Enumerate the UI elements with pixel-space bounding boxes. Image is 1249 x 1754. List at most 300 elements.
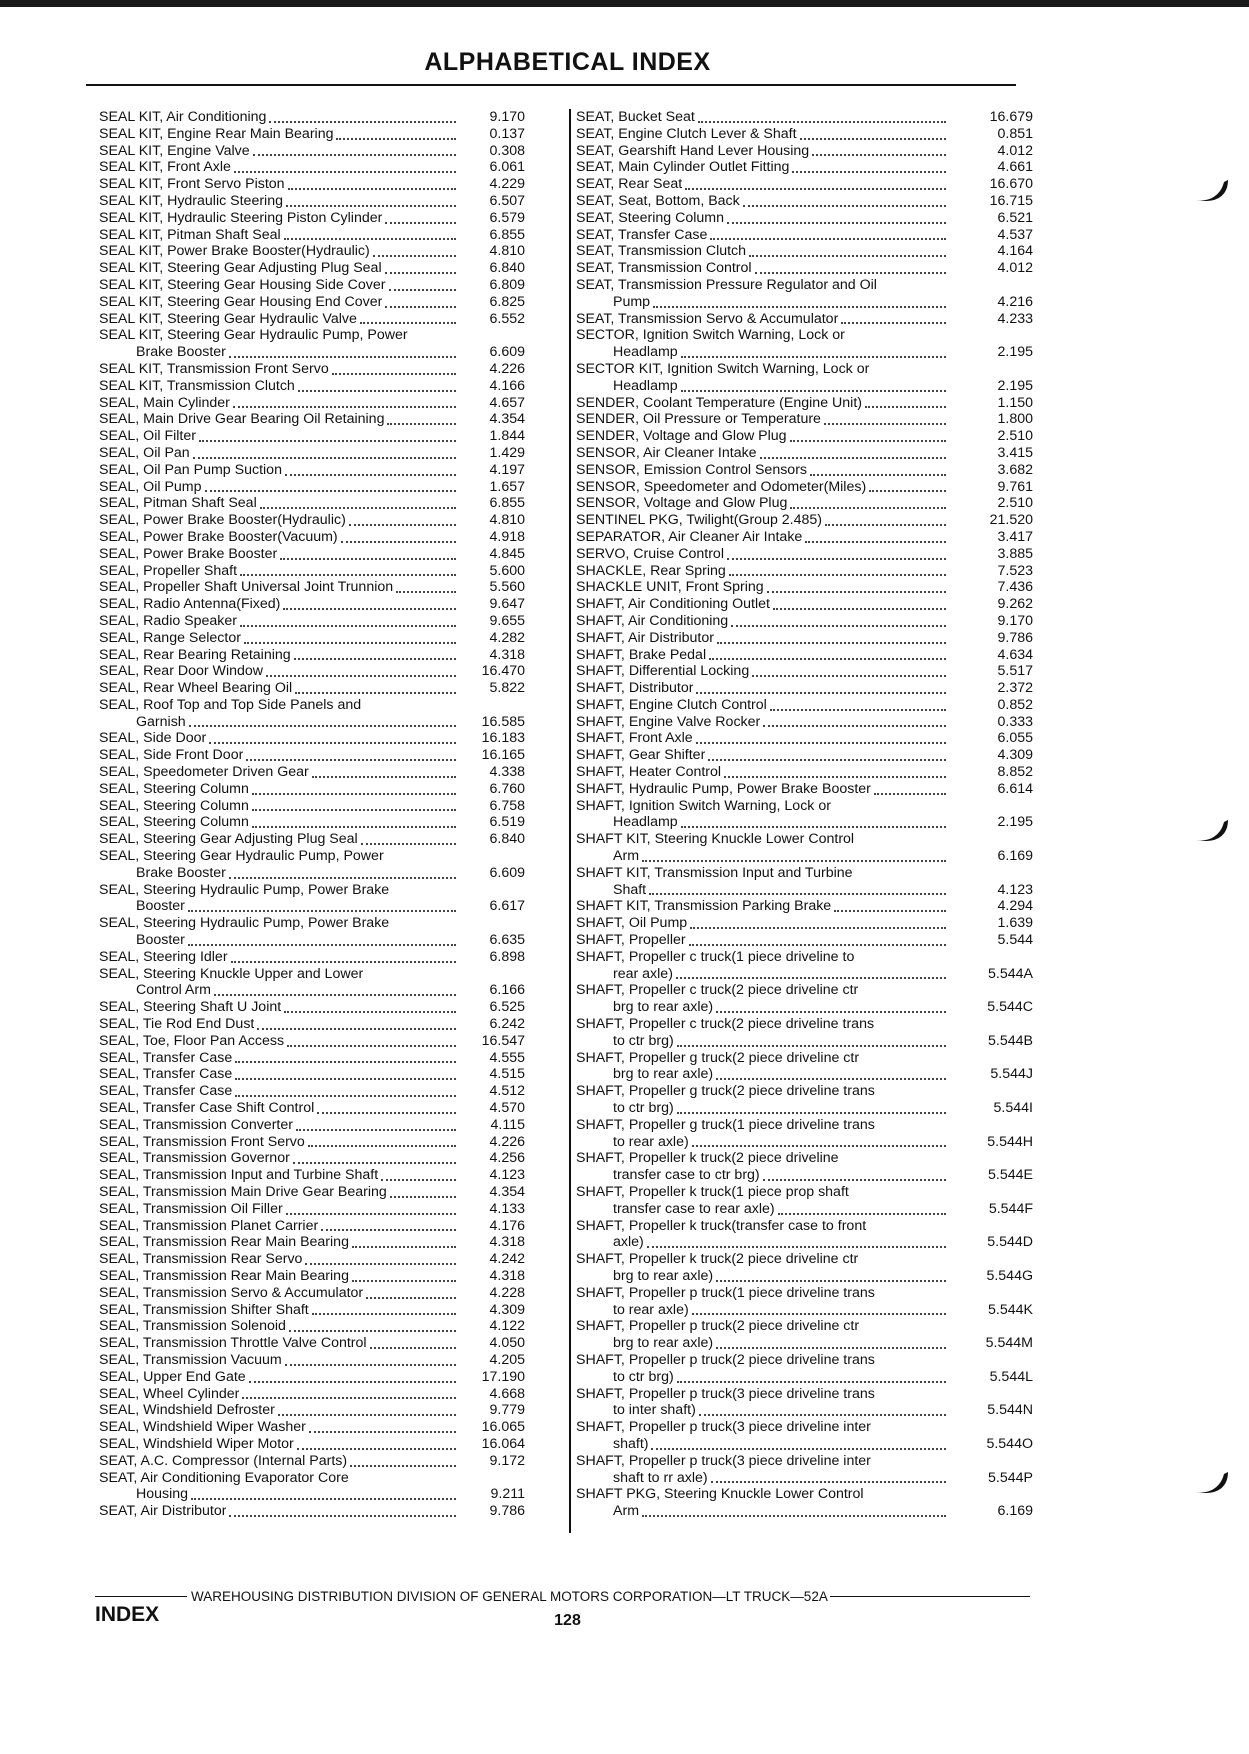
entry-group-number: 4.661 [997, 159, 1033, 176]
index-entry [576, 227, 1033, 244]
entry-label-continuation: brg to rear axle) [613, 1335, 714, 1352]
entry-group-number: 4.242 [489, 1251, 525, 1268]
entry-line [99, 579, 525, 596]
entry-line [99, 1268, 525, 1285]
index-entry [99, 1436, 525, 1453]
entry-line [99, 512, 525, 529]
entry-label: SEAT, Transmission Servo & Accumulator [576, 310, 839, 327]
entry-label: SEAL, Steering Gear Adjusting Plug Seal [99, 831, 358, 848]
entry-label-continuation: to ctr brg) [613, 1368, 674, 1385]
entry-line [576, 1033, 1033, 1050]
dot-leader [727, 558, 946, 560]
entry-line [576, 1369, 1033, 1386]
entry-label: SEAL, Speedometer Driven Gear [99, 764, 309, 781]
index-entry [576, 1486, 1033, 1520]
entry-line [576, 395, 1033, 412]
index-entry [576, 260, 1033, 277]
entry-label: SEAL KIT, Steering Gear Hydraulic Pump, Power [99, 327, 408, 344]
entry-label: SHAFT, Propeller c truck(2 piece driveline trans [576, 1016, 875, 1033]
binder-hole-mark [1192, 1470, 1232, 1498]
entry-label: SHAFT, Propeller c truck(1 piece driveline to [576, 948, 855, 965]
entry-group-number: 2.195 [997, 344, 1033, 361]
entry-label: SEAL, Power Brake Booster(Vacuum) [99, 528, 338, 545]
entry-group-number: 7.436 [997, 579, 1033, 596]
dot-leader [285, 1364, 456, 1366]
dot-leader [246, 759, 456, 761]
index-entry [576, 1453, 1033, 1487]
dot-leader [387, 423, 456, 425]
entry-line [99, 1134, 525, 1151]
entry-label: SEAT, Seat, Bottom, Back [576, 192, 740, 209]
entry-label: SEAL, Transmission Governor [99, 1150, 290, 1167]
dot-leader [235, 1095, 456, 1097]
entry-label: SEAL KIT, Pitman Shaft Seal [99, 226, 281, 243]
entry-label-continuation: Booster [136, 932, 185, 949]
entry-group-number: 4.176 [489, 1217, 525, 1234]
entry-group-number: 4.918 [489, 528, 525, 545]
entry-group-number: 6.507 [489, 192, 525, 209]
entry-label: SHAFT, Propeller [576, 932, 686, 949]
entry-line [99, 1486, 525, 1503]
entry-group-number: 5.544 [997, 932, 1033, 949]
title-rule [86, 84, 1016, 86]
entry-label: SHAFT, Propeller k truck(transfer case to front [576, 1217, 867, 1234]
dot-leader [677, 1112, 946, 1114]
entry-line [99, 294, 525, 311]
entry-label: SEAL, Range Selector [99, 629, 241, 646]
entry-line [99, 1503, 525, 1520]
entry-label: SEAL, Oil Pump [99, 478, 202, 495]
entry-label: SEAL, Transmission Converter [99, 1116, 293, 1133]
entry-group-number: 4.282 [489, 629, 525, 646]
index-entry [99, 143, 525, 160]
dot-leader [805, 541, 946, 543]
index-entry [576, 663, 1033, 680]
entry-line [99, 982, 525, 999]
dot-leader [800, 138, 946, 140]
dot-leader [285, 474, 456, 476]
entry-group-number: 4.133 [489, 1200, 525, 1217]
index-entry [99, 529, 525, 546]
entry-label: SEAL KIT, Steering Gear Hydraulic Valve [99, 310, 357, 327]
entry-label: SEAL, Oil Filter [99, 428, 196, 445]
section-label: INDEX [95, 1603, 160, 1626]
dot-leader [260, 507, 456, 509]
entry-line [576, 479, 1033, 496]
entry-label: SEAL, Radio Antenna(Fixed) [99, 596, 281, 613]
dot-leader [716, 1280, 946, 1282]
index-entry [576, 159, 1033, 176]
entry-label-continuation: to ctr brg) [613, 1032, 674, 1049]
entry-line [99, 680, 525, 697]
dot-leader [287, 1045, 456, 1047]
index-entry [99, 1218, 525, 1235]
dot-leader [370, 1347, 456, 1349]
entry-label-continuation: to rear axle) [613, 1301, 689, 1318]
dot-leader [727, 222, 946, 224]
entry-label: SHAFT, Propeller g truck(2 piece driveline trans [576, 1083, 875, 1100]
entry-group-number: 5.517 [997, 663, 1033, 680]
dot-leader [841, 322, 946, 324]
entry-label: SEAL, Transmission Throttle Valve Control [99, 1335, 367, 1352]
entry-label-continuation: Headlamp [613, 344, 678, 361]
dot-leader [283, 608, 456, 610]
entry-label: SHAFT, Propeller p truck(3 piece driveline trans [576, 1385, 875, 1402]
entry-label: SEAL, Power Brake Booster(Hydraulic) [99, 512, 346, 529]
entry-label: SHAFT, Propeller k truck(2 piece driveline ctr [576, 1251, 859, 1268]
entry-group-number: 4.634 [997, 646, 1033, 663]
dot-leader [709, 658, 946, 660]
index-entry [576, 949, 1033, 983]
entry-group-number: 4.012 [997, 260, 1033, 277]
entry-label-continuation: Arm [613, 848, 640, 865]
index-entry [99, 1386, 525, 1403]
entry-group-number: 5.544L [989, 1368, 1033, 1385]
entry-line [576, 1167, 1033, 1184]
entry-line [99, 898, 525, 915]
entry-label: SEAL, Pitman Shaft Seal [99, 495, 257, 512]
dot-leader [235, 1061, 456, 1063]
entry-label: SHAFT, Brake Pedal [576, 646, 707, 663]
entry-label: SENSOR, Air Cleaner Intake [576, 444, 757, 461]
index-entry [99, 680, 525, 697]
entry-label: SHAFT, Propeller k truck(2 piece driveline [576, 1150, 839, 1167]
entry-label: SEAL KIT, Steering Gear Adjusting Plug Seal [99, 260, 382, 277]
entry-group-number: 3.417 [997, 528, 1033, 545]
entry-group-number: 9.779 [489, 1402, 525, 1419]
index-entry [99, 663, 525, 680]
entry-label-continuation: transfer case to rear axle) [613, 1200, 775, 1217]
index-entry [99, 411, 525, 428]
entry-label: SEAT, Engine Clutch Lever & Shaft [576, 125, 797, 142]
entry-group-number: 4.012 [997, 142, 1033, 159]
entry-label-continuation: to inter shaft) [613, 1402, 696, 1419]
entry-line [576, 1470, 1033, 1487]
entry-label: SEAL, Steering Hydraulic Pump, Power Brake [99, 915, 390, 932]
entry-group-number: 1.844 [489, 428, 525, 445]
entry-group-number: 6.609 [489, 344, 525, 361]
entry-group-number: 1.150 [997, 394, 1033, 411]
entry-label: SHAFT, Propeller p truck(3 piece driveline inter [576, 1419, 871, 1436]
entry-label: SEAL KIT, Front Axle [99, 159, 231, 176]
dot-leader [717, 642, 946, 644]
dot-leader [214, 994, 456, 996]
index-entry [576, 1318, 1033, 1352]
footer-rule-right [830, 1596, 1030, 1597]
entry-line [576, 1436, 1033, 1453]
entry-line [99, 159, 525, 176]
entry-group-number: 6.521 [997, 209, 1033, 226]
index-entry [99, 1268, 525, 1285]
index-entry [99, 697, 525, 731]
dot-leader [810, 474, 946, 476]
entry-line [576, 764, 1033, 781]
entry-line [576, 730, 1033, 747]
entry-line [99, 865, 525, 882]
entry-label-continuation: Brake Booster [136, 344, 226, 361]
entry-group-number: 2.372 [997, 680, 1033, 697]
entry-label: SEAL KIT, Hydraulic Steering [99, 192, 283, 209]
index-entry [99, 428, 525, 445]
entry-label: SHAFT, Air Conditioning [576, 612, 729, 629]
index-entry [99, 647, 525, 664]
entry-group-number: 4.229 [489, 176, 525, 193]
dot-leader [681, 826, 946, 828]
entry-label: SEAL, Transmission Oil Filler [99, 1200, 283, 1217]
entry-label: SHAFT, Propeller p truck(2 piece driveline trans [576, 1351, 875, 1368]
entry-group-number: 6.840 [489, 831, 525, 848]
entry-line [99, 495, 525, 512]
index-entry [99, 495, 525, 512]
index-entry [576, 1150, 1033, 1184]
entry-label: SEAL, Main Drive Gear Bearing Oil Retaining [99, 411, 385, 428]
entry-label: SEPARATOR, Air Cleaner Air Intake [576, 528, 803, 545]
dot-leader [280, 558, 456, 560]
index-entry [576, 714, 1033, 731]
entry-line [576, 1201, 1033, 1218]
dot-leader [360, 322, 456, 324]
entry-label: SEAL, Transmission Main Drive Gear Bearing [99, 1184, 387, 1200]
index-entry [576, 176, 1033, 193]
entry-line [99, 1066, 525, 1083]
index-entry [99, 563, 525, 580]
entry-line [576, 495, 1033, 512]
entry-group-number: 0.308 [489, 142, 525, 159]
dot-leader [286, 205, 456, 207]
index-entry [99, 747, 525, 764]
dot-leader [188, 910, 456, 912]
dot-leader [752, 675, 946, 677]
entry-group-number: 2.510 [997, 495, 1033, 512]
dot-leader [812, 154, 946, 156]
entry-line [576, 445, 1033, 462]
entry-label: SHAFT, Engine Valve Rocker [576, 713, 761, 730]
dot-leader [390, 1196, 456, 1198]
entry-line [99, 462, 525, 479]
dot-leader [253, 154, 456, 156]
entry-label: SHAFT, Air Distributor [576, 629, 714, 646]
index-entry [576, 697, 1033, 714]
index-entry [99, 730, 525, 747]
dot-leader [317, 1112, 456, 1114]
entry-line [576, 1302, 1033, 1319]
entry-group-number: 1.800 [997, 411, 1033, 428]
entry-line [99, 764, 525, 781]
entry-group-number: 5.544G [986, 1267, 1033, 1284]
dot-leader [676, 977, 946, 979]
dot-leader [724, 776, 946, 778]
entry-group-number: 2.195 [997, 377, 1033, 394]
entry-line [99, 176, 525, 193]
index-entry [99, 479, 525, 496]
page-number: 128 [554, 1612, 581, 1629]
entry-label-continuation: Garnish [136, 713, 186, 730]
entry-label-continuation: Brake Booster [136, 864, 226, 881]
entry-line [576, 714, 1033, 731]
dot-leader [869, 490, 946, 492]
dot-leader [188, 944, 456, 946]
index-entry [99, 781, 525, 798]
entry-line [576, 630, 1033, 647]
entry-group-number: 6.758 [489, 797, 525, 814]
entry-label: SEAL, Steering Shaft U Joint [99, 999, 282, 1016]
entry-label: SEAL, Steering Column [99, 780, 249, 797]
entry-group-number: 21.520 [989, 512, 1033, 529]
entry-label: SEAT, Steering Column [576, 209, 724, 226]
entry-label: SEAL, Transmission Vacuum [99, 1351, 282, 1368]
entry-line [99, 311, 525, 328]
index-entry [99, 1470, 525, 1504]
index-entry [99, 512, 525, 529]
dot-leader [749, 255, 946, 257]
dot-leader [874, 793, 946, 795]
entry-group-number: 5.544F [988, 1200, 1033, 1217]
index-entry [99, 814, 525, 831]
entry-group-number: 4.226 [489, 360, 525, 377]
index-entry [576, 311, 1033, 328]
index-entry [99, 630, 525, 647]
entry-label: SHAFT, Propeller k truck(1 piece prop shaft [576, 1184, 849, 1200]
entry-line [576, 109, 1033, 126]
entry-line [99, 730, 525, 747]
dot-leader [834, 910, 946, 912]
entry-group-number: 4.216 [997, 293, 1033, 310]
dot-leader [651, 1448, 946, 1450]
entry-group-number: 5.560 [489, 579, 525, 596]
entry-label: SEAL, Radio Speaker [99, 612, 238, 629]
entry-group-number: 4.256 [489, 1150, 525, 1167]
dot-leader [763, 1179, 946, 1181]
entry-line [99, 411, 525, 428]
entry-group-number: 4.228 [489, 1284, 525, 1301]
entry-line [99, 798, 525, 815]
index-entry [99, 1066, 525, 1083]
entry-line [99, 714, 525, 731]
index-entry [576, 445, 1033, 462]
entry-label: SEAL, Roof Top and Top Side Panels and [99, 696, 362, 713]
entry-label: SEAL KIT, Steering Gear Housing End Cover [99, 293, 383, 310]
entry-group-number: 17.190 [481, 1368, 525, 1385]
index-entry [576, 596, 1033, 613]
entry-label: SHACKLE UNIT, Front Spring [576, 579, 764, 596]
entry-label: SEAL, Oil Pan [99, 444, 190, 461]
entry-label: SEAL, Transmission Rear Main Bearing [99, 1267, 349, 1284]
entry-label-continuation: rear axle) [613, 965, 673, 982]
dot-leader [685, 188, 946, 190]
entry-line [99, 949, 525, 966]
entry-group-number: 6.614 [997, 780, 1033, 797]
entry-line [576, 647, 1033, 664]
entry-group-number: 1.639 [997, 915, 1033, 932]
entry-group-number: 3.682 [997, 461, 1033, 478]
entry-label: SEAL KIT, Transmission Clutch [99, 377, 295, 394]
entry-line [99, 999, 525, 1016]
entry-line [576, 378, 1033, 395]
dot-leader [778, 1213, 946, 1215]
index-entry [99, 176, 525, 193]
dot-leader [681, 356, 946, 358]
entry-label-continuation: Control Arm [136, 982, 211, 999]
index-entry [576, 1386, 1033, 1420]
dot-leader [257, 1028, 456, 1030]
entry-line [99, 1419, 525, 1436]
dot-leader [288, 188, 456, 190]
index-entry [576, 1184, 1033, 1218]
entry-group-number: 4.570 [489, 1100, 525, 1117]
entry-line [99, 1402, 525, 1419]
entry-group-number: 6.519 [489, 814, 525, 831]
entry-group-number: 4.197 [489, 461, 525, 478]
dot-leader [824, 423, 946, 425]
dot-leader [366, 1297, 456, 1299]
dot-leader [649, 893, 946, 895]
dot-leader [321, 1229, 456, 1231]
entry-group-number: 4.537 [997, 226, 1033, 243]
dot-leader [249, 1381, 456, 1383]
dot-leader [234, 171, 456, 173]
entry-label: SECTOR, Ignition Switch Warning, Lock or [576, 327, 845, 344]
dot-leader [385, 272, 456, 274]
entry-group-number: 16.065 [481, 1419, 525, 1436]
dot-leader [690, 927, 946, 929]
dot-leader [308, 1145, 456, 1147]
entry-label-continuation: transfer case to ctr brg) [613, 1167, 760, 1184]
dot-leader [373, 255, 456, 257]
dot-leader [252, 809, 456, 811]
entry-label-continuation: to ctr brg) [613, 1100, 674, 1117]
index-entry [99, 1285, 525, 1302]
entry-label: SHAFT, Propeller g truck(1 piece driveline trans [576, 1116, 875, 1133]
dot-leader [231, 961, 456, 963]
entry-line [99, 630, 525, 647]
entry-label: SEAL, Transmission Servo & Accumulator [99, 1284, 364, 1301]
index-entry [576, 630, 1033, 647]
index-entry [576, 613, 1033, 630]
entry-label: SENDER, Voltage and Glow Plug [576, 428, 787, 445]
entry-line [576, 697, 1033, 714]
index-entry [99, 1050, 525, 1067]
index-entry [99, 949, 525, 966]
entry-line [576, 579, 1033, 596]
index-entry [99, 1033, 525, 1050]
dot-leader [385, 222, 456, 224]
entry-group-number: 4.318 [489, 646, 525, 663]
entry-label: SHAFT, Distributor [576, 680, 694, 697]
dot-leader [278, 1414, 456, 1416]
index-entry [99, 1201, 525, 1218]
entry-group-number: 6.617 [489, 898, 525, 915]
index-entry [576, 1117, 1033, 1151]
entry-line [99, 1369, 525, 1386]
entry-group-number: 16.165 [481, 747, 525, 764]
entry-group-number: 3.415 [997, 444, 1033, 461]
entry-label: SHAFT PKG, Steering Knuckle Lower Control [576, 1486, 864, 1503]
entry-group-number: 6.898 [489, 948, 525, 965]
entry-group-number: 4.309 [489, 1301, 525, 1318]
dot-leader [352, 1280, 456, 1282]
entry-line [99, 781, 525, 798]
dot-leader [677, 1045, 946, 1047]
index-entry [99, 1117, 525, 1134]
entry-label-continuation: Booster [136, 898, 185, 915]
entry-line [99, 663, 525, 680]
entry-line [99, 529, 525, 546]
dot-leader [244, 642, 456, 644]
dot-leader [790, 440, 946, 442]
entry-line [576, 563, 1033, 580]
index-entry [99, 1402, 525, 1419]
entry-line [99, 361, 525, 378]
